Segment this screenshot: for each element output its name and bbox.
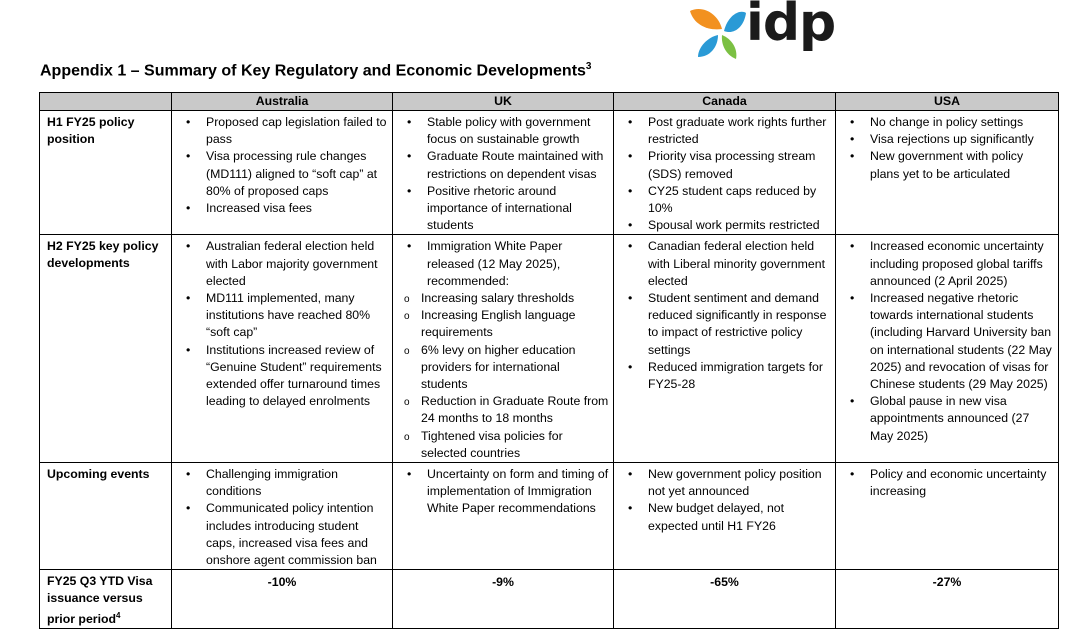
table-header-row — [40, 93, 1059, 111]
list-item: • Institutions increased review of “Genuine Student” requirements extended offer turnaround times leading to delayed enrolments — [206, 342, 388, 411]
table-row-visa-issuance — [40, 570, 1059, 629]
list-item: • MD111 implemented, many institutions have reached 80% “soft cap” — [206, 290, 388, 342]
list-item: • Challenging immigration conditions — [206, 466, 388, 500]
list-item: • Increased economic uncertainty including proposed global tariffs announced (2 April 2025) — [870, 238, 1054, 290]
sub-list-item: o Reduction in Graduate Route from 24 months to 18 months — [421, 393, 609, 427]
idp-logo-mark-icon — [688, 3, 748, 61]
list-item: • Positive rhetoric around importance of international students — [427, 183, 609, 235]
sub-list-item: o Increasing English language requirements — [421, 307, 609, 341]
table-row — [40, 235, 1059, 463]
list-item: • Spousal work permits restricted — [648, 217, 831, 234]
list-item: • Increased visa fees — [206, 200, 388, 217]
list-item: • Policy and economic uncertainty increasing — [870, 466, 1054, 500]
column-header-canada: Canada — [614, 93, 836, 111]
list-item: • Australian federal election held with Labor majority government elected — [206, 238, 388, 290]
row-header: Upcoming events — [40, 463, 172, 570]
row-header: H1 FY25 policy position — [40, 111, 172, 235]
visa-value-australia: -10% — [172, 570, 393, 629]
cell-australia — [172, 463, 393, 570]
cell-australia — [172, 235, 393, 463]
list-item: • Proposed cap legislation failed to pass — [206, 114, 388, 148]
list-item: • Stable policy with government focus on sustainable growth — [427, 114, 609, 148]
list-item: • New government policy position not yet announced — [648, 466, 831, 500]
list-item: • Reduced immigration targets for FY25-28 — [648, 359, 831, 393]
column-header-usa: USA — [836, 93, 1059, 111]
list-item: • CY25 student caps reduced by 10% — [648, 183, 831, 217]
list-item: • Post graduate work rights further restricted — [648, 114, 831, 148]
sub-list-item: o 6% levy on higher education providers for international students — [421, 342, 609, 394]
sub-list-item: o Tightened visa policies for selected countries — [421, 428, 609, 462]
cell-uk — [393, 235, 614, 463]
list-item: • New budget delayed, not expected until H1 FY26 — [648, 500, 831, 534]
list-item: • Priority visa processing stream (SDS) removed — [648, 148, 831, 182]
visa-value-usa: -27% — [836, 570, 1059, 629]
list-item: • Global pause in new visa appointments announced (27 May 2025) — [870, 393, 1054, 445]
visa-value-canada: -65% — [614, 570, 836, 629]
cell-usa — [836, 235, 1059, 463]
list-item: • Uncertainty on form and timing of implementation of Immigration White Paper recommendations — [427, 466, 609, 518]
idp-logo — [688, 0, 836, 61]
list-item: • Visa rejections up significantly — [870, 131, 1054, 148]
summary-table — [39, 92, 1059, 629]
list-item: • Canadian federal election held with Liberal minority government elected — [648, 238, 831, 290]
list-item: • Increased negative rhetoric towards international students (including Harvard University ban on international students (22 May 2025) and revocation of visas for Chinese students (29 May 2025) — [870, 290, 1054, 393]
corner-cell — [40, 93, 172, 111]
list-item: • No change in policy settings — [870, 114, 1054, 131]
list-item: • Student sentiment and demand reduced significantly in response to impact of restrictive policy settings — [648, 290, 831, 359]
cell-uk — [393, 463, 614, 570]
list-item: • New government with policy plans yet to be articulated — [870, 148, 1054, 182]
page-title: Appendix 1 – Summary of Key Regulatory and Economic Developments$^3$ — [40, 61, 592, 80]
table-row — [40, 111, 1059, 235]
list-item: • Graduate Route maintained with restrictions on dependent visas — [427, 148, 609, 182]
cell-australia — [172, 111, 393, 235]
cell-usa — [836, 111, 1059, 235]
sub-list-item: o Increasing salary thresholds — [421, 290, 609, 307]
list-item: • Communicated policy intention includes introducing student caps, increased visa fees and onshore agent commission ban — [206, 500, 388, 569]
visa-value-uk: -9% — [393, 570, 614, 629]
list-item: • Visa processing rule changes (MD111) aligned to “soft cap” at 80% of proposed caps — [206, 148, 388, 200]
row-header: H2 FY25 key policy developments — [40, 235, 172, 463]
column-header-australia: Australia — [172, 93, 393, 111]
row-header: FY25 Q3 YTD Visa issuance versus prior period$^4$ — [40, 570, 172, 629]
column-header-uk: UK — [393, 93, 614, 111]
cell-canada — [614, 235, 836, 463]
cell-canada — [614, 111, 836, 235]
cell-canada — [614, 463, 836, 570]
list-item: • Immigration White Paper released (12 May 2025), recommended: — [427, 238, 609, 290]
idp-logo-text: idp — [746, 0, 836, 53]
cell-usa — [836, 463, 1059, 570]
cell-uk — [393, 111, 614, 235]
table-row — [40, 463, 1059, 570]
